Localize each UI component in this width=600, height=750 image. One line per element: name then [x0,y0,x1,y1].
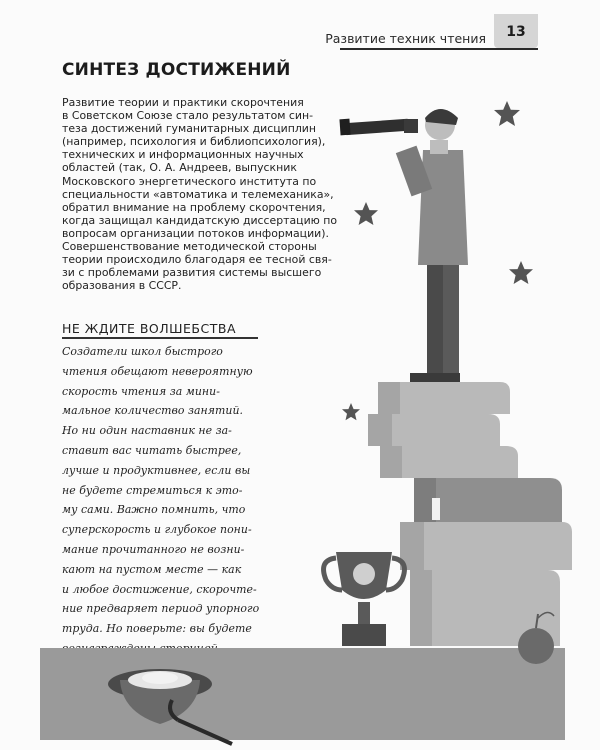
body-line: Совершенствование методической стороны [62,240,317,254]
sidebar-line: и любое достижение, скорочте- [62,582,257,596]
body-line: Развитие теории и практики скорочтения [62,96,304,109]
body-line: технических и информационных научных [62,148,304,162]
body-line: областей (так, О. А. Андреев, выпускник [62,161,297,175]
book-stack [368,382,572,646]
sidebar-line: ние предваряет период упорного [62,602,260,616]
sidebar-line: лучше и продуктивнее, если вы [62,463,251,477]
star-icon [509,261,533,284]
person-with-telescope [396,109,468,382]
sidebar-line: ставит вас читать быстрее, [62,443,242,457]
body-line: специальности «автоматика и телемеханика», [62,187,334,201]
star-icon [494,101,520,126]
sidebar-title: НЕ ЖДИТЕ ВОЛШЕБСТВА [62,321,237,336]
sidebar-line: му сами. Важно помнить, что [62,503,246,517]
trophy-icon [324,552,405,646]
body-line: теза достижений гуманитарных дисциплин [62,122,316,136]
body-line: теории происходило благодаря ее тесной свя- [62,253,332,267]
page-number: 13 [506,24,526,40]
sidebar-line: труда. Но поверьте: вы будете [62,622,252,636]
body-line: (например, психология и библиопсихология), [62,135,326,149]
sidebar-line: суперскорость и глубокое пони- [62,523,252,537]
sidebar-line: мальное количество занятий. [62,404,244,418]
body-line: зи с проблемами развития системы высшего [62,266,322,280]
sidebar-line: не будете стремиться к это- [62,483,243,497]
sidebar-line: мание прочитанного не возни- [62,542,245,556]
section-title: СИНТЕЗ ДОСТИЖЕНИЙ [62,60,291,80]
sidebar-line: Создатели школ быстрого [62,345,223,358]
body-line: обратил внимание на проблему скорочтения, [62,200,326,214]
telescope-icon [339,119,418,136]
body-line: вопросам организации потоков информации). [62,226,329,240]
sidebar-line: чтения обещают невероятную [62,364,253,378]
running-head: Развитие техник чтения [325,31,486,46]
body-line: Московского энергетического института по [62,174,317,188]
body-line: в Советском Союзе стало результатом син- [62,109,314,123]
body-line: когда защищал кандидатскую диссертацию по [62,213,338,227]
sidebar-line: скорость чтения за мини- [62,384,220,398]
star-icon [342,403,360,420]
sidebar-line: Но ни один наставник не за- [62,424,232,438]
sidebar-line: кают на пустом месте — как [62,562,242,576]
body-line: образования в СССР. [62,279,182,293]
star-icon [354,202,378,225]
floor-band [40,648,565,740]
